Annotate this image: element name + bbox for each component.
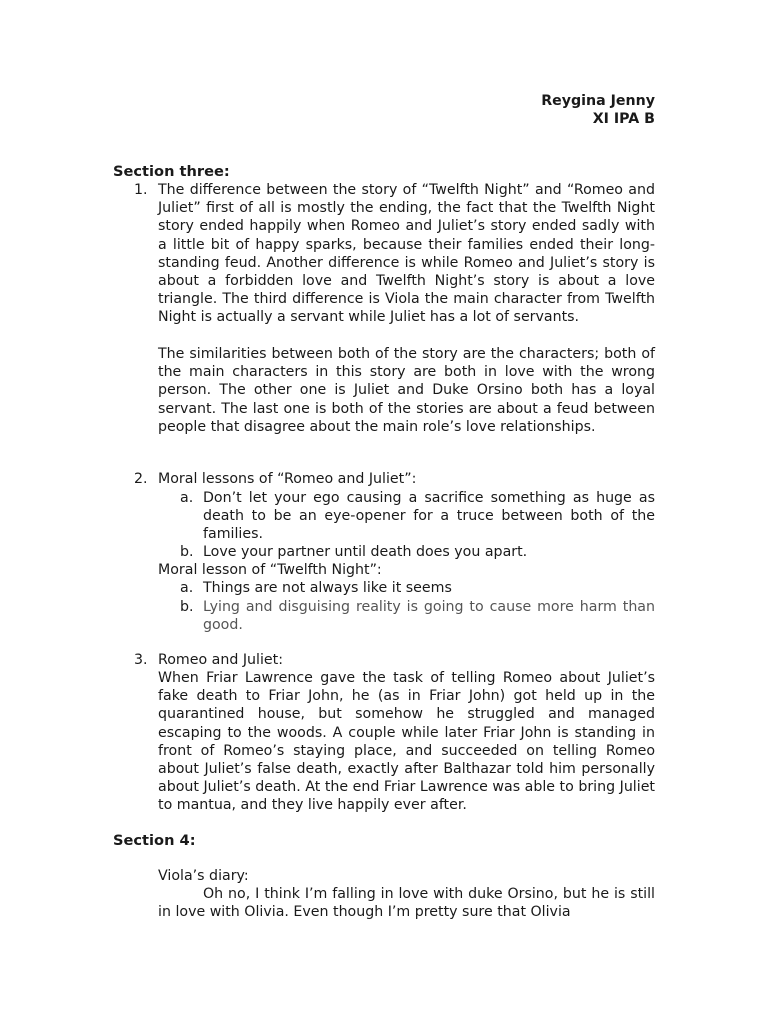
item-2-heading-1: Moral lessons of “Romeo and Juliet”: (158, 471, 417, 487)
diary-paragraph: Oh no, I think I’m falling in love with duke Orsino, but he is still in love with Olivia. Even though I’m pretty sure that Olivia (158, 886, 655, 921)
item-1-number: 1. (134, 182, 148, 198)
item-3-number: 3. (134, 652, 148, 668)
item-3-paragraph: When Friar Lawrence gave the task of telling Romeo about Juliet’s fake death to Friar John, he (as in Friar John) got held up in the quarantined house, but somehow he struggled and managed escaping to the woods. A couple while later Friar John is standing in front of Romeo’s staying place, and succeeded on telling Romeo about Juliet’s false death, exactly after Balthazar told him personally about Juliet’s death. At the end Friar Lawrence was able to bring Juliet to mantua, and they live happily ever after. (158, 670, 655, 814)
item-2-a1: Don’t let your ego causing a sacrifice something as huge as death to be an eye-opener for a truce between both of the families. (203, 490, 655, 543)
item-2-heading-2: Moral lesson of “Twelfth Night”: (158, 562, 382, 578)
author-name: Reygina Jenny (541, 93, 655, 109)
item-1-paragraph-2: The similarities between both of the story are the characters; both of the main characters in this story are both in love with the wrong person. The other one is Juliet and Duke Orsino both has a loyal servant. The last one is both of the stories are about a feud between people that disagree about the main role’s love relationships. (158, 346, 655, 435)
item-2-a2: Things are not always like it seems (203, 580, 452, 596)
section-four-title: Section 4: (113, 832, 196, 849)
item-2-letter-b1: b. (180, 544, 194, 560)
item-2-letter-a2: a. (180, 580, 194, 596)
item-2-b1: Love your partner until death does you apart. (203, 544, 528, 560)
item-2-letter-a1: a. (180, 490, 194, 506)
item-1-paragraph-1: The difference between the story of “Twelfth Night” and “Romeo and Juliet” first of all is mostly the ending, the fact that the Twelfth Night story ended happily when Romeo and Juliet’s story ended sadly with a little bit of happy sparks, because their families ended their long-standing feud. Another difference is while Romeo and Juliet’s story is about a forbidden love and Twelfth Night’s story is about a love triangle. The third difference is Viola the main character from Twelfth Night is actually a servant while Juliet has a lot of servants. (158, 182, 655, 326)
author-header (541, 92, 655, 128)
author-class: XI IPA B (592, 111, 655, 127)
section-three-title: Section three: (113, 163, 230, 180)
diary-heading: Viola’s diary: (158, 868, 249, 884)
item-2-number: 2. (134, 471, 148, 487)
item-2-letter-b2: b. (180, 599, 194, 615)
item-3-heading: Romeo and Juliet: (158, 652, 283, 668)
item-2-b2: Lying and disguising reality is going to cause more harm than good. (203, 599, 655, 634)
